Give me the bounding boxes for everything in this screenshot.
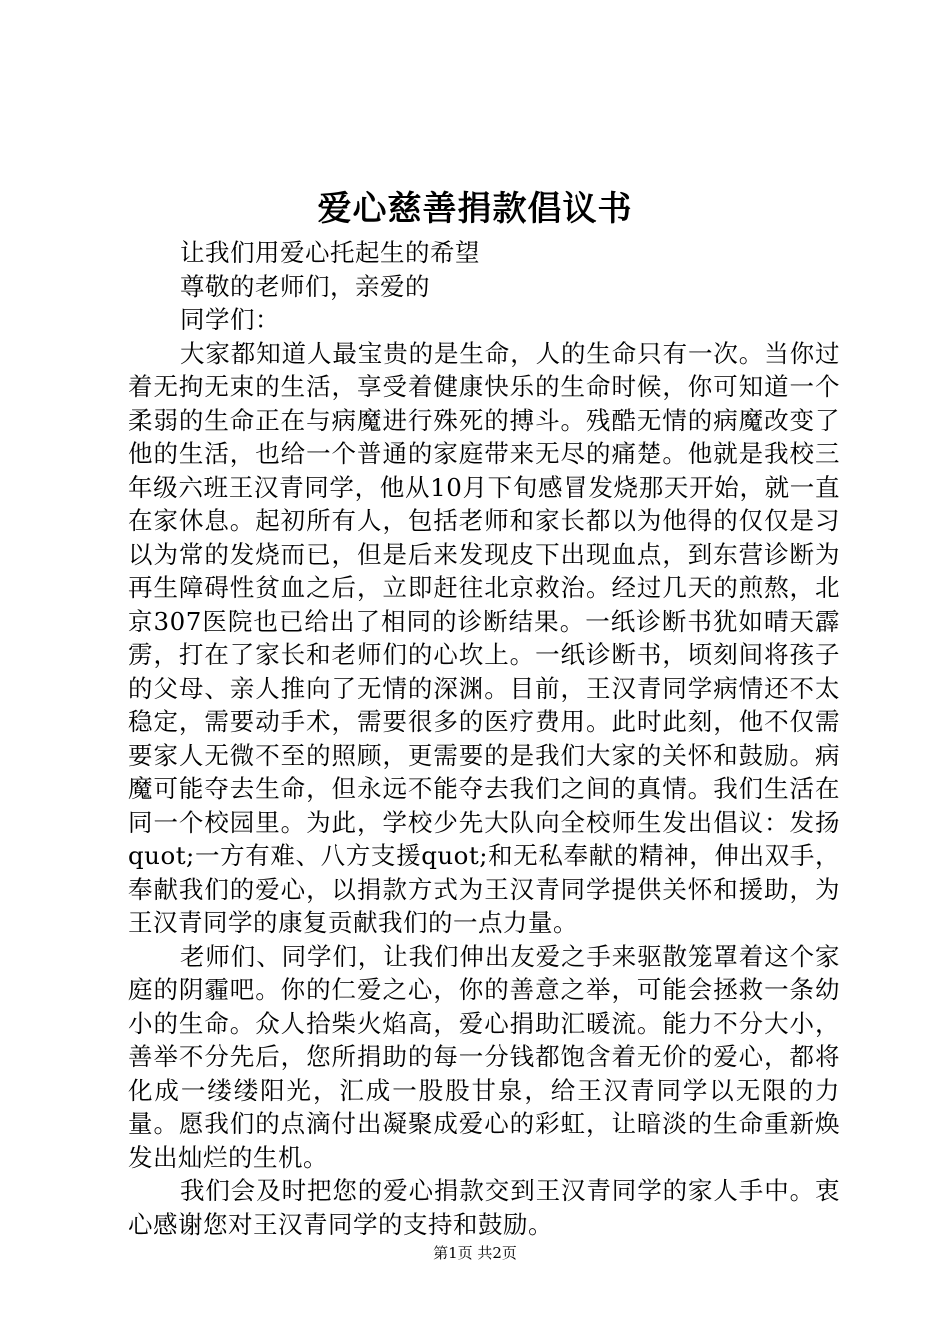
salutation-line-2: 同学们： xyxy=(180,305,280,334)
page-footer: 第1页 共2页 xyxy=(433,1244,517,1262)
document-title: 爱心慈善捐款倡议书 xyxy=(317,189,633,229)
body-paragraph-2: 老师们、同学们，让我们伸出友爱之手来驱散笼罩着这个家庭的阴霾吧。你的仁爱之心，你的善意之举，可能会拯救一条幼小的生命。众人拾柴火焰高，爱心捐助汇暖流。能力不分大小，善举不分先后，您所捐助的每一分钱都饱含着无价的爱心，都将化成一缕缕阳光，汇成一股股甘泉，给王汉青同学以无限的力量。愿我们的点滴付出凝聚成爱心的彩虹，让暗淡的生命重新焕发出灿烂的生机。 xyxy=(128,941,840,1172)
document-body xyxy=(128,236,840,1241)
subtitle-line: 让我们用爱心托起生的希望 xyxy=(180,238,480,267)
salutation-line-1: 尊敬的老师们，亲爱的 xyxy=(180,271,430,301)
body-paragraph-1: 大家都知道人最宝贵的是生命，人的生命只有一次。当你过着无拘无束的生活，享受着健康快乐的生命时候，你可知道一个柔弱的生命正在与病魔进行殊死的搏斗。残酷无情的病魔改变了他的生活，也给一个普通的家庭带来无尽的痛楚。他就是我校三年级六班王汉青同学，他从10月下旬感冒发烧那天开始，就一直在家休息。起初所有人，包括老师和家长都以为他得的仅仅是习以为常的发烧而已，但是后来发现皮下出现血点，到东营诊断为再生障碍性贫血之后，立即赶往北京救治。经过几天的煎熬，北京307医院也已给出了相同的诊断结果。一纸诊断书犹如晴天霹雳，打在了家长和老师们的心坎上。一纸诊断书，顷刻间将孩子的父母、亲人推向了无情的深渊。目前，王汉青同学病情还不太稳定，需要动手术，需要很多的医疗费用。此时此刻，他不仅需要家人无微不至的照顾，更需要的是我们大家的关怀和鼓励。病魔可能夺去生命，但永远不能夺去我们之间的真情。我们生活在同一个校园里。为此，学校少先大队向全校师生发出倡议：发扬quot;一方有难、八方支援quot;和无私奉献的精神，伸出双手，奉献我们的爱心，以捐款方式为王汉青同学提供关怀和援助，为王汉青同学的康复贡献我们的一点力量。 xyxy=(128,338,840,937)
body-paragraph-3: 我们会及时把您的爱心捐款交到王汉青同学的家人手中。衷心感谢您对王汉青同学的支持和鼓励。 xyxy=(128,1176,840,1239)
